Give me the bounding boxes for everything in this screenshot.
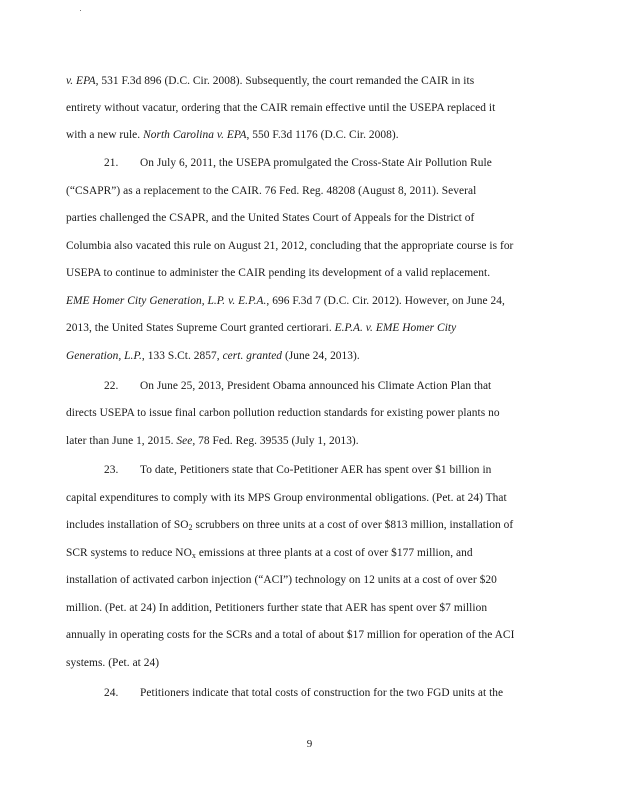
case-citation: E.P.A. v. EME Homer City — [334, 322, 457, 334]
line-text: 2013, the United States Supreme Court granted certiorari. — [66, 322, 335, 334]
page-number: 9 — [306, 738, 313, 750]
text-line: systems. (Pet. at 24) — [66, 657, 160, 669]
text-line: USEPA to continue to administer the CAIR pending its development of a valid replacement. — [66, 267, 491, 279]
paragraph-number-24: 24. — [104, 687, 119, 699]
scan-speck — [80, 10, 81, 11]
case-citation: North Carolina v. EPA — [143, 129, 247, 141]
text-line: Petitioners indicate that total costs of construction for the two FGD units at the — [140, 687, 504, 699]
text-line: (“CSAPR”) as a replacement to the CAIR. 76 Fed. Reg. 48208 (August 8, 2011). Several — [66, 185, 477, 197]
line-text: , 550 F.3d 1176 (D.C. Cir. 2008). — [246, 129, 399, 141]
text-line — [66, 518, 513, 535]
subscript: 2 — [188, 523, 193, 532]
line-text: later than June 1, 2015. — [66, 435, 177, 447]
text-line: installation of activated carbon injection (“ACI”) technology on 12 units at a cost of over $20 — [66, 574, 497, 586]
line-text: , 133 S.Ct. 2857, — [141, 350, 223, 362]
text-line — [66, 349, 360, 363]
case-citation: cert. granted — [222, 350, 283, 362]
line-text: SCR systems to reduce NO — [66, 547, 192, 559]
text-line: On June 25, 2013, President Obama announced his Climate Action Plan that — [140, 380, 492, 392]
text-line — [66, 546, 473, 563]
line-text: scrubbers on three units at a cost of over $813 million, installation of — [192, 519, 514, 531]
line-text: includes installation of SO — [66, 519, 189, 531]
text-line — [66, 434, 359, 448]
text-line: Columbia also vacated this rule on August 21, 2012, concluding that the appropriate course is for — [66, 240, 514, 252]
line-text: emissions at three plants at a cost of over $177 million, and — [195, 547, 473, 559]
subscript: x — [191, 551, 196, 560]
case-citation: EME Homer City Generation, L.P. v. E.P.A. — [66, 295, 267, 307]
text-line: On July 6, 2011, the USEPA promulgated the Cross-State Air Pollution Rule — [140, 157, 492, 169]
text-line: annually in operating costs for the SCRs and a total of about $17 million for operation of the ACI — [66, 629, 515, 641]
line-text: 531 F.3d 896 (D.C. Cir. 2008). Subsequently, the court remanded the CAIR in its — [98, 75, 475, 87]
text-line: directs USEPA to issue final carbon pollution reduction standards for existing power plants no — [66, 407, 500, 419]
paragraph-number-23: 23. — [104, 464, 119, 476]
case-citation: Generation, L.P. — [66, 350, 142, 362]
text-line — [66, 321, 456, 335]
line-text: (June 24, 2013). — [282, 350, 360, 362]
line-text: 78 Fed. Reg. 39535 (July 1, 2013). — [195, 435, 359, 447]
text-line: parties challenged the CSAPR, and the United States Court of Appeals for the District of — [66, 212, 475, 224]
line-text: , 696 F.3d 7 (D.C. Cir. 2012). However, on June 24, — [266, 295, 505, 307]
case-citation: See, — [176, 435, 196, 447]
text-line — [66, 74, 474, 88]
text-line — [66, 128, 399, 142]
text-line: million. (Pet. at 24) In addition, Petitioners further state that AER has spent over $7 million — [66, 602, 488, 614]
text-line: capital expenditures to comply with its MPS Group environmental obligations. (Pet. at 24) That — [66, 492, 507, 504]
text-line — [66, 294, 505, 308]
line-text: with a new rule. — [66, 129, 144, 141]
text-line: entirety without vacatur, ordering that the CAIR remain effective until the USEPA replaced it — [66, 102, 496, 114]
case-citation: v. EPA, — [66, 75, 99, 87]
text-line: To date, Petitioners state that Co-Petitioner AER has spent over $1 billion in — [140, 464, 492, 476]
paragraph-number-21: 21. — [104, 157, 119, 169]
paragraph-number-22: 22. — [104, 380, 119, 392]
